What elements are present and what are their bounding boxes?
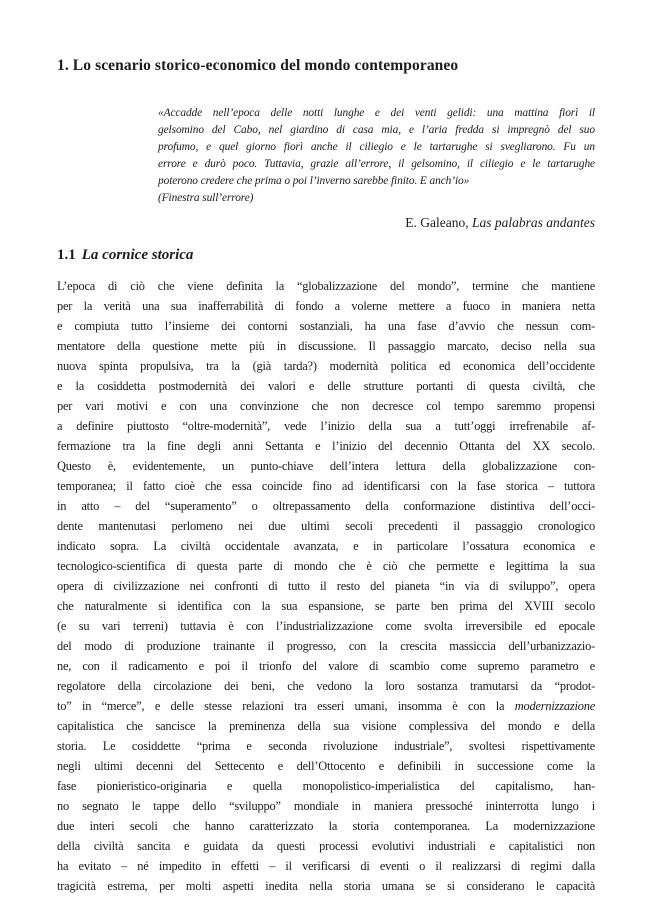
body-text-line: no segnato le tappe dello “sviluppo” mondiale in maniera pressoché ininterrotta lungo i — [57, 798, 595, 813]
epigraph-quote-lines — [158, 105, 595, 190]
body-text-line: temporanea; il fatto cioè che essa coincide fino ad identificarsi con la fase storica – tuttora — [57, 478, 595, 493]
epigraph-quote — [158, 105, 595, 207]
body-text-line: (e su vari terreni) tuttavia è con l’industrializzazione come svolta irreversibile ed epocale — [57, 618, 595, 633]
quote-line: errore e durò poco. Tuttavia, grazie all’errore, il gelsomino, il ciliegio e le tartarughe — [158, 157, 595, 170]
body-text-line: e la cosiddetta postmodernità dei valori e delle strutture portanti di questa civiltà, che — [57, 378, 595, 393]
body-text-line: Questo è, evidentemente, un punto-chiave dell’intera lettura della globalizzazione con- — [57, 458, 595, 473]
body-text-line: L’epoca di ciò che viene definita la “globalizzazione del mondo”, termine che mantiene — [57, 278, 595, 293]
body-text-line: nuova spinta propulsiva, tra la (già tarda?) modernità politica ed economica dell’occidente — [57, 358, 595, 373]
body-text-line: per vari motivi e con una convinzione che non decresce col tempo saremmo propensi — [57, 398, 595, 413]
quote-line: «Accadde nell’epoca delle notti lunghe e dei venti gelidi: una mattina fiorì il — [158, 106, 595, 119]
body-text-line: in atto – del “superamento” o oltrepassamento della conformazione distintiva dell’occi- — [57, 498, 595, 513]
body-paragraph — [57, 276, 595, 896]
chapter-title: 1. Lo scenario storico-economico del mondo contemporaneo — [57, 57, 459, 74]
body-text-line: opera di civilizzazione nei confronti di tutto il resto del pianeta “in via di sviluppo”, opera — [57, 578, 595, 593]
body-text-line: ha evitato – né impedito in effetti – il verificarsi di eventi o il realizzarsi di regimi dalla — [57, 858, 595, 873]
body-text-line: fermazione tra la fine degli anni Settanta e l’inizio del decennio Ottanta del XX secolo. — [57, 438, 595, 453]
quote-line: poterono credere che prima o poi l’inverno sarebbe finito. E anch’io» — [158, 174, 470, 187]
body-text-line: dente mantenutasi perlomeno nei due ultimi secoli precedenti il passaggio cronologico — [57, 518, 595, 533]
body-text-line: fase pionieristico-originaria e quella monopolistico-imperialistica del capitalismo, han- — [57, 778, 595, 793]
attribution-work: Las palabras andantes — [471, 214, 595, 230]
body-text-line: tecnologico-scientifica di questa parte di mondo che è ciò che permette e legittima la sua — [57, 558, 595, 573]
body-text-line: a definire piuttosto “oltre-modernità”, vede l’inizio della sua a tutt’oggi irrefrenabile af- — [57, 418, 595, 433]
body-text-line: per la verità una sua inafferrabilità di fondo a volerne mettere a fuoco in maniera netta — [57, 298, 595, 313]
body-text-line: e compiuta tutto l’insieme dei contorni sostanziali, ha una fase d’avvio che nessun com- — [57, 318, 595, 333]
section-heading — [57, 246, 595, 264]
quote-line: gelsomino del Cabo, nel giardino di casa mia, e l’aria fredda si impregnò del suo — [158, 123, 595, 136]
body-text-line: due interi secoli che hanno caratterizzato la storia contemporanea. La modernizzazione — [57, 818, 595, 833]
section-title: La cornice storica — [81, 246, 194, 263]
body-text-line: negli ultimi decenni del Settecento e dell’Ottocento e definibili in successione come la — [57, 758, 595, 773]
body-text-line: to” in “merce”, e delle stesse relazioni tra esseri umani, insomma è con la modernizzazione — [57, 698, 595, 713]
body-text-line: mentatore della questione mette più in discussione. Il passaggio marcato, deciso nella sua — [57, 338, 595, 353]
body-text-line: del modo di produzione trainante il progresso, con la crescita massiccia dell’urbanizzazio- — [57, 638, 595, 653]
epigraph-attribution — [57, 214, 595, 231]
body-text-line: capitalistica che sancisce la preminenza della sua visione complessiva del mondo e della — [57, 718, 595, 733]
body-text-line: regolatore della circolazione dei beni, che vedono la loro sostanza tramutarsi da “prodot- — [57, 678, 595, 693]
quote-line: profumo, e quel giorno fiorì anche il ciliegio e le tartarughe si svegliarono. Fu un — [158, 140, 595, 153]
body-text-line: che naturalmente si identifica con la sua espansione, se parte ben prima del XVIII secolo — [57, 598, 595, 613]
body-text-line: tragicità estrema, per molti aspetti inedita nella storia umana se si considerano le capacità — [57, 878, 595, 893]
body-text-line: ne, con il radicamento e poi il trionfo del valore di scambio come supremo parametro e — [57, 658, 595, 673]
body-text-line: della civiltà sancita e guidata da questi processi evolutivi industriali e capitalistici non — [57, 838, 595, 853]
quote-source: (Finestra sull’errore) — [158, 191, 254, 204]
attribution-author: E. Galeano, — [405, 214, 472, 230]
body-text-line: storia. Le cosiddette “prima e seconda rivoluzione industriale”, svoltesi rispettivamente — [57, 738, 595, 753]
body-text-line: indicato sopra. La civiltà occidentale avanzata, e in particolare l’ossatura economica e — [57, 538, 595, 553]
section-number: 1.1 — [57, 246, 76, 263]
